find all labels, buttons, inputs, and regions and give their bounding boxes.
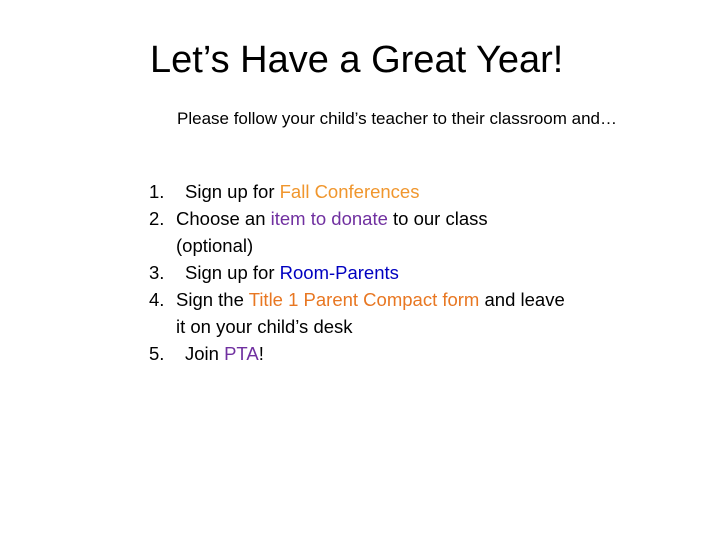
- step-number: 2.: [149, 208, 165, 229]
- intro-text: Please follow your child’s teacher to their classroom and…: [177, 109, 618, 128]
- step-number: 4.: [149, 289, 165, 310]
- slide-title: Let’s Have a Great Year!: [150, 39, 564, 81]
- step-text: [176, 343, 264, 364]
- step-highlight: Fall Conferences: [279, 181, 420, 202]
- list-item: [149, 286, 569, 340]
- step-number: 1.: [149, 181, 165, 202]
- step-text-after: to our class (optional): [176, 208, 488, 256]
- step-text-after: and leave it on your child’s desk: [176, 289, 565, 337]
- step-text-before: Join: [185, 343, 225, 364]
- list-item: [149, 205, 569, 259]
- step-text-before: Sign up for: [185, 262, 280, 283]
- step-text-before: Choose an: [176, 208, 271, 229]
- step-highlight: Title 1 Parent Compact form: [248, 289, 480, 310]
- list-item: [149, 259, 569, 286]
- steps-list: [149, 178, 569, 367]
- list-item: [149, 178, 569, 205]
- step-text: [176, 208, 488, 256]
- list-item: [149, 340, 569, 367]
- step-text: [176, 262, 399, 283]
- step-text: [176, 289, 565, 337]
- step-text-after: !: [258, 343, 264, 364]
- step-text-before: Sign the: [176, 289, 249, 310]
- step-number: 5.: [149, 343, 165, 364]
- step-text-before: Sign up for: [185, 181, 280, 202]
- step-highlight: item to donate: [270, 208, 388, 229]
- step-text: [176, 181, 419, 202]
- step-highlight: Room-Parents: [279, 262, 399, 283]
- step-highlight: PTA: [224, 343, 259, 364]
- step-number: 3.: [149, 262, 165, 283]
